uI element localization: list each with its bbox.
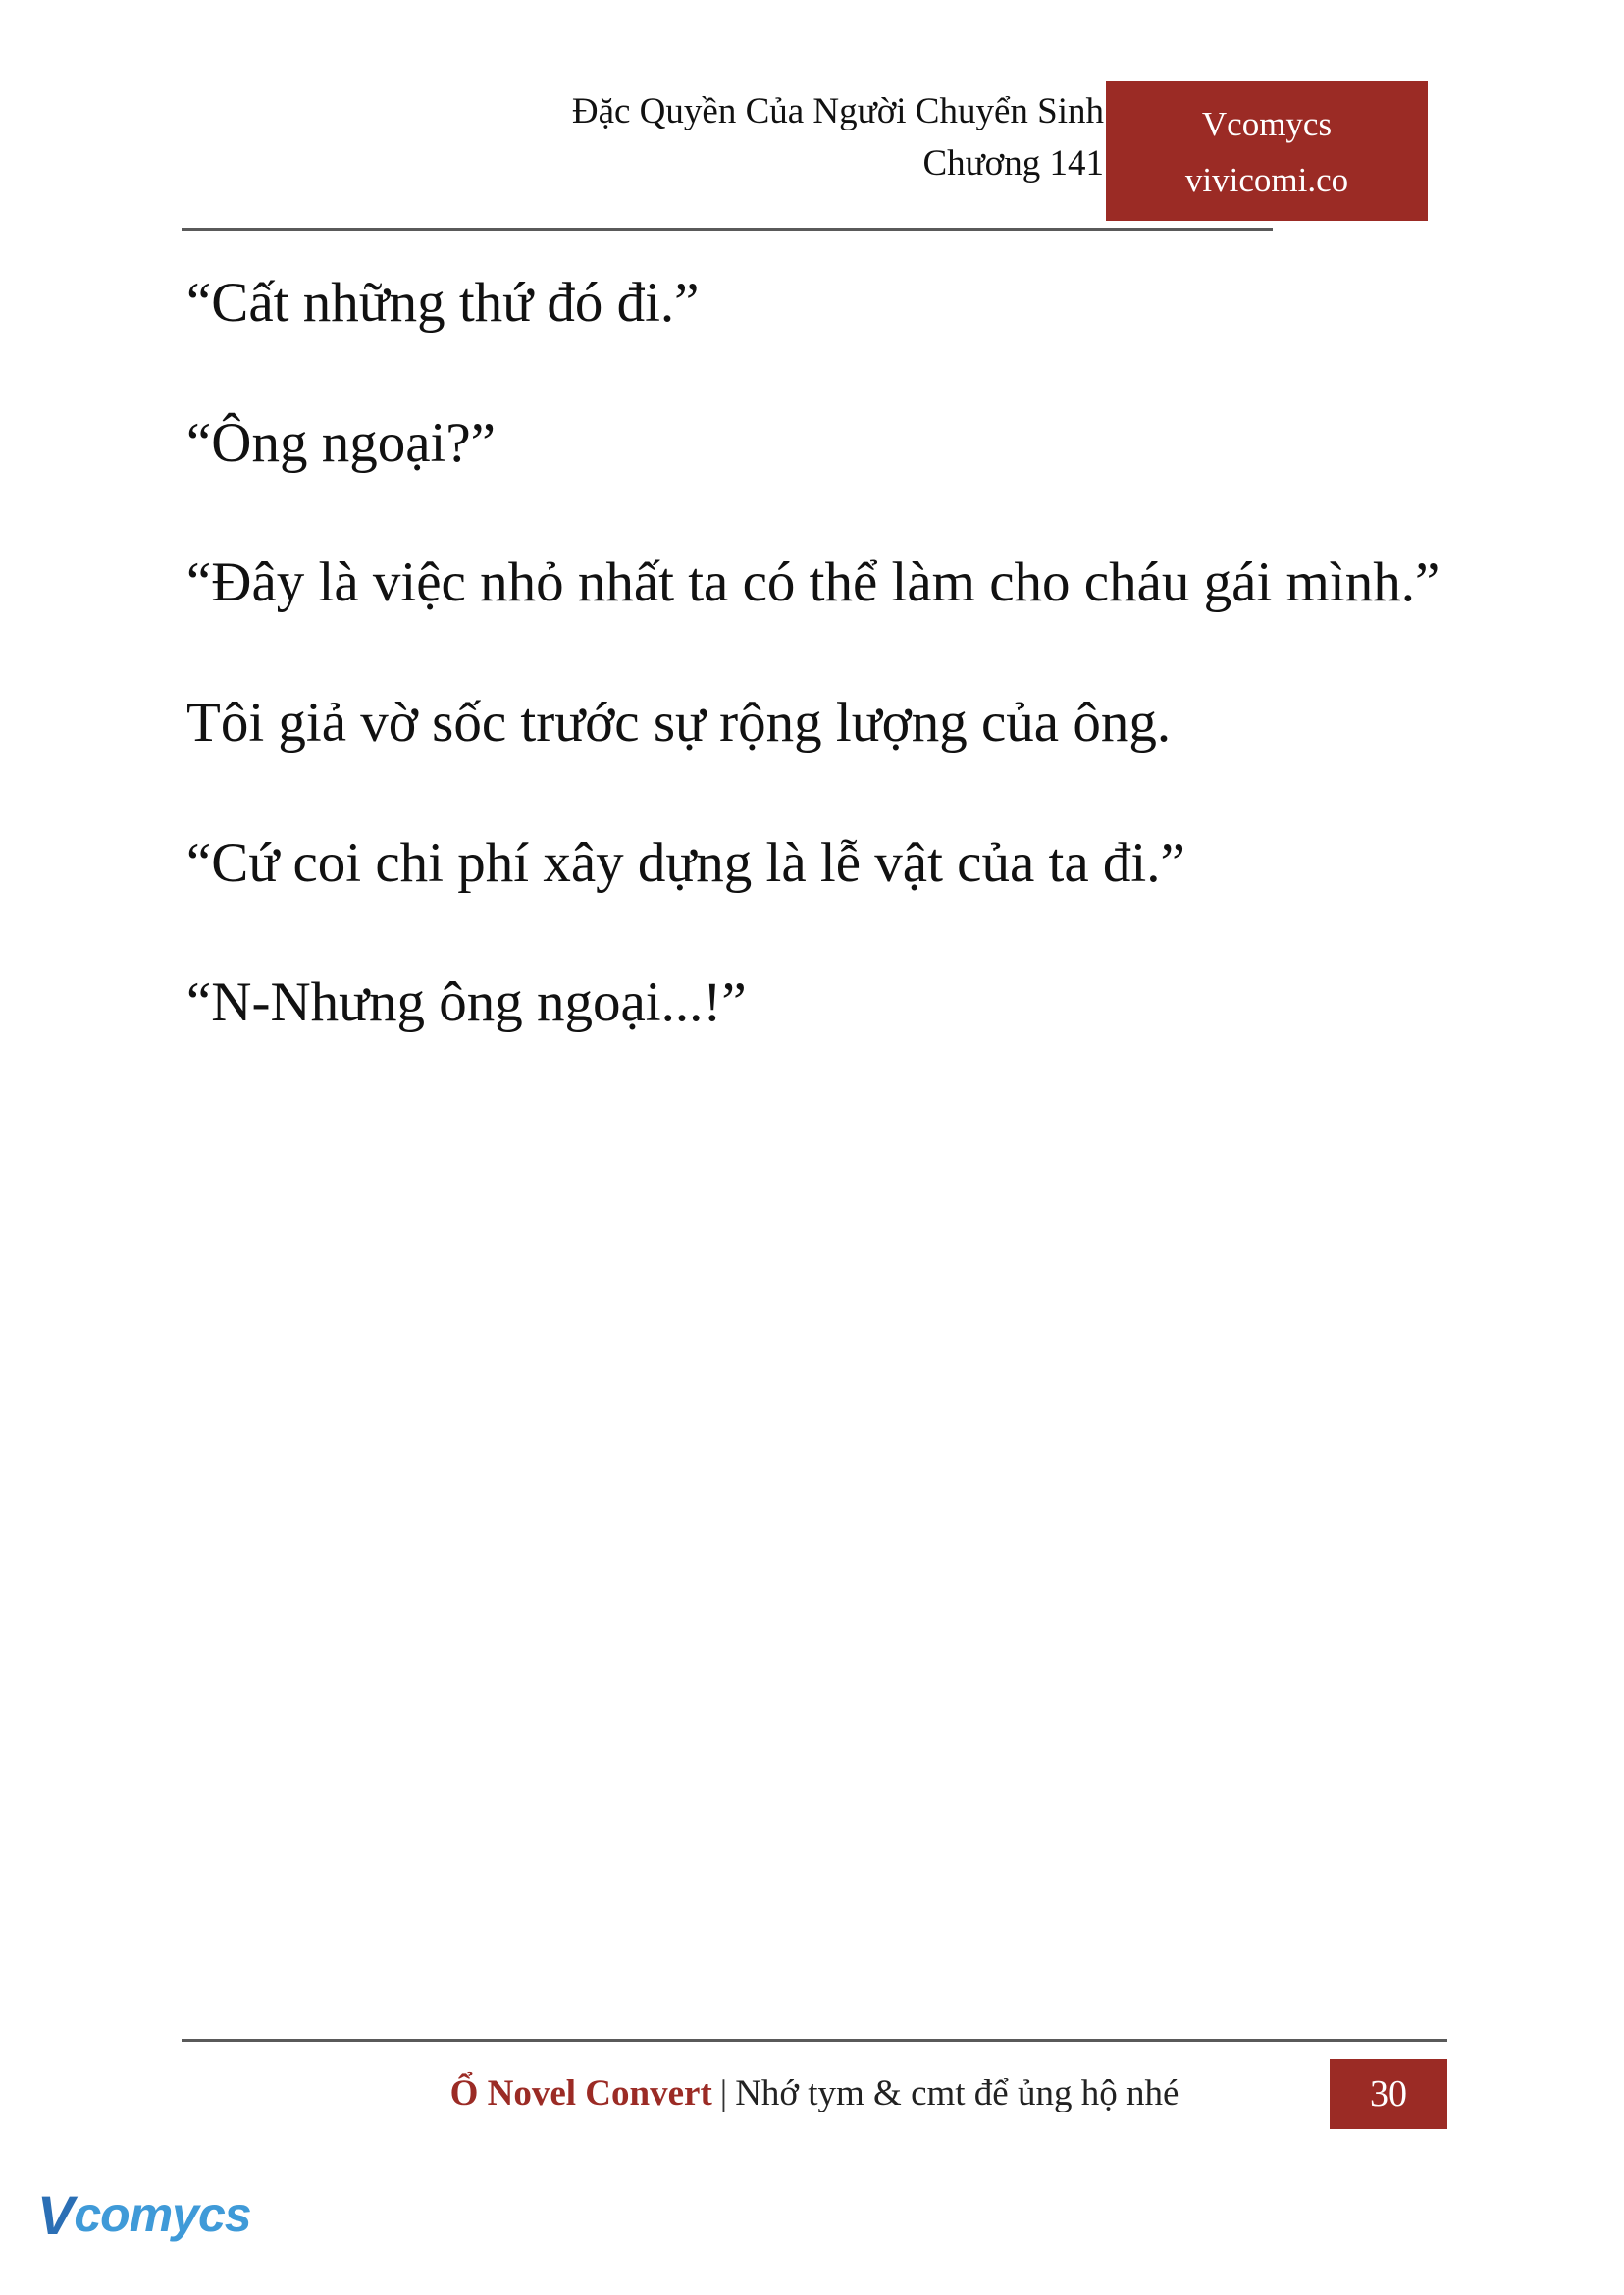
paragraph: “Cất những thứ đó đi.” [186,272,700,334]
page-header [182,86,1428,229]
site-badge-url: vivicomi.co [1184,161,1349,199]
paragraph: “Đây là việc nhỏ nhất ta có thể làm cho cháu gái mình.” [186,551,1441,614]
book-title: Đặc Quyền Của Người Chuyển Sinh [571,91,1104,131]
paragraph: Tôi giả vờ sốc trước sự rộng lượng của ông. [186,691,1172,754]
vcomycs-logo-icon [37,2180,263,2249]
site-badge [1106,81,1428,221]
footer-divider [182,2039,1447,2042]
footer-credit [182,2059,1447,2129]
paragraph: “N-Nhưng ông ngoại...!” [186,971,747,1034]
page-footer [182,2059,1447,2129]
paragraph: “Cứ coi chi phí xây dựng là lễ vật của ta đi.” [186,831,1185,894]
footer-note: Nhớ tym & cmt để ủng hộ nhé [735,2073,1179,2113]
logo-initial: V [37,2183,73,2246]
header-title-block [319,86,1104,189]
header-divider [182,228,1273,231]
site-badge-brand: Vcomycs [1201,105,1333,143]
page-number: 30 [1330,2059,1447,2129]
paragraph: “Ông ngoại?” [186,411,496,474]
footer-brand: Ổ Novel Convert [449,2073,712,2113]
chapter-label: Chương 141 [922,142,1104,183]
logo-text: comycs [74,2187,251,2242]
page-content [186,265,1445,1042]
footer-separator: | [719,2073,728,2113]
